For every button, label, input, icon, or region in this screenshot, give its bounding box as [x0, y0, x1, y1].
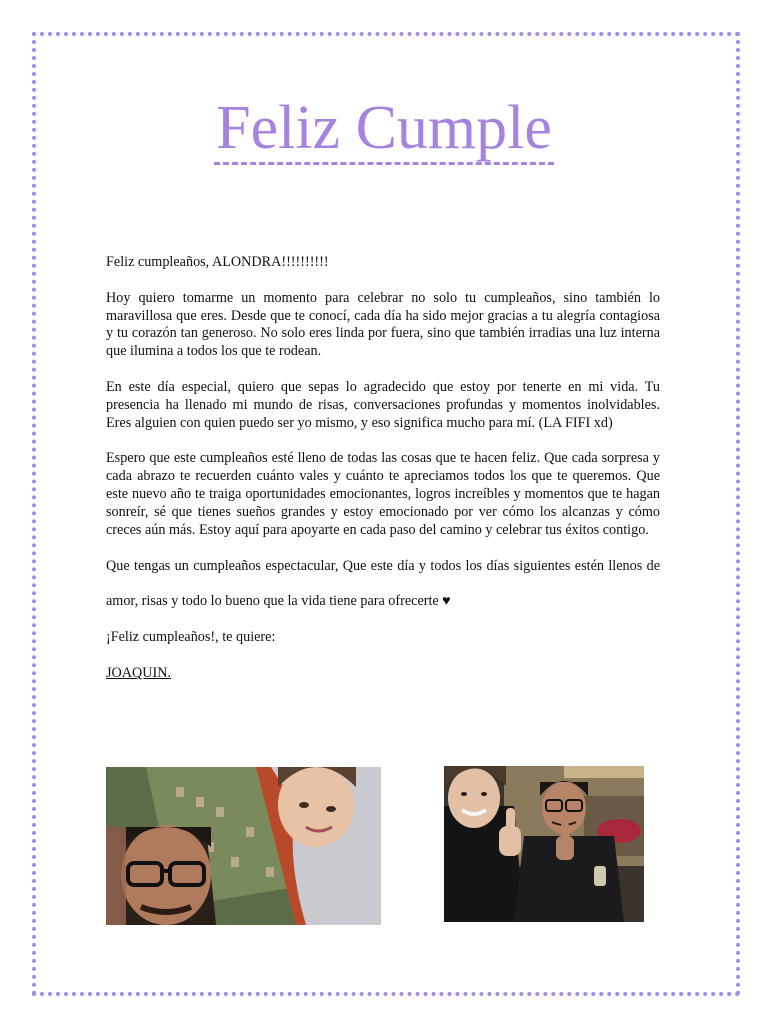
paragraph-2: En este día especial, quiero que sepas lo agradecido que estoy por tenerte en mi vida. Tu presencia ha llenado mi mundo de risas, conversaciones profundas y momentos inolvidables. Eres alguien con quien puedo ser yo mismo, y eso significa mucho para mí. (LA FIFI xd): [106, 378, 660, 431]
paragraph-4: Que tengas un cumpleaños espectacular, Que este día y todos los días siguientes estén llenos de amor, risas y todo lo bueno que la vida tiene para ofrecerte ♥: [106, 558, 660, 610]
photo-left-image: [106, 767, 381, 925]
greeting: Feliz cumpleaños, ALONDRA!!!!!!!!!!: [106, 254, 329, 270]
page-title: [0, 92, 768, 164]
paragraph-3: Espero que este cumpleaños esté lleno de todas las cosas que te hacen feliz. Que cada sorpresa y cada abrazo te recuerden cuánto vales y cuánto te apreciamos todos los que te queremos. Que este nuevo año te traiga oportunidades emocionantes, logros increíbles y momentos que te hagan sonreír, sé que tienes sueños grandes y estoy emocionado por ver cómo los alcanzas y cómo creces aún más. Estoy aquí para apoyarte en cada paso del camino y celebrar tus éxitos contigo.: [106, 450, 660, 538]
letter-body: [106, 254, 660, 683]
title-text: Feliz Cumple: [214, 94, 554, 165]
photo-right-image: [444, 766, 644, 922]
signature: JOAQUIN.: [106, 665, 172, 682]
photo-selfie-left: [106, 767, 381, 925]
paragraph-1: Hoy quiero tomarme un momento para celebrar no solo tu cumpleaños, sino también lo maravillosa que eres. Desde que te conocí, cada día ha sido mejor gracias a tu alegría contagiosa y tu corazón tan generoso. No solo eres linda por fuera, sino que también irradias una luz interna que ilumina a todos los que te rodean.: [106, 289, 660, 360]
photo-thumbs-up-right: [444, 766, 644, 922]
closing-line: ¡Feliz cumpleaños!, te quiere:: [106, 629, 276, 646]
